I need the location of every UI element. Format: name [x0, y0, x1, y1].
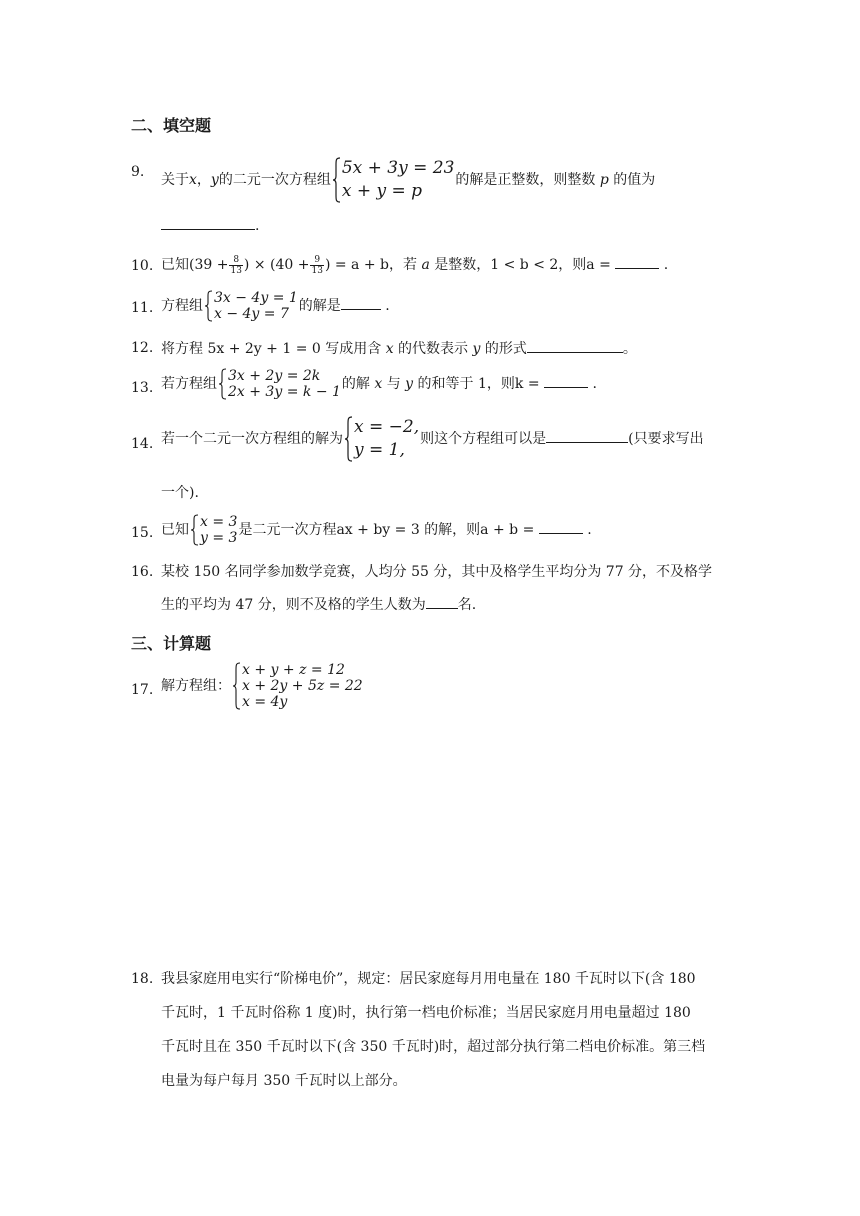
text: 的和等于 1，则k = — [417, 376, 540, 392]
text: 的解是正整数，则整数 — [455, 172, 596, 188]
question-15 — [131, 514, 731, 548]
text: 生的平均为 47 分，则不及格的学生人数为 — [161, 597, 426, 613]
text: 若方程组 — [161, 376, 217, 392]
text: 的二元一次方程组 — [218, 172, 331, 188]
question-text — [161, 254, 668, 276]
text: 的解 — [341, 376, 370, 392]
text: 则这个方程组可以是 — [420, 431, 547, 447]
question-16-continuation — [161, 594, 476, 615]
text: ) × (40 + — [243, 257, 310, 273]
text: . — [592, 376, 597, 392]
equation-3: x = 4y — [242, 694, 288, 710]
equation-2: x − 4y = 7 — [214, 306, 289, 322]
question-text — [161, 157, 655, 203]
question-18-line-4: 电量为每户每月 350 千瓦时以上部分。 — [161, 1073, 407, 1089]
equation-1: x = 3 — [200, 514, 238, 530]
question-11 — [131, 290, 731, 324]
answer-blank[interactable] — [615, 254, 659, 269]
question-number: 13. — [131, 380, 154, 396]
text: . — [255, 218, 260, 234]
question-text — [161, 662, 364, 710]
answer-blank[interactable] — [539, 519, 583, 534]
text: 的解是 — [298, 298, 341, 314]
left-brace-icon — [344, 416, 353, 462]
text: 与 — [386, 376, 401, 392]
equation-system — [218, 368, 341, 400]
left-brace-icon — [232, 662, 241, 710]
section-heading-fill: 二、填空题 — [131, 116, 212, 135]
answer-blank[interactable] — [161, 215, 255, 230]
fraction — [310, 255, 323, 276]
text: 已知(39 + — [161, 257, 229, 273]
equation-2: y = 1, — [354, 440, 405, 460]
var-y: y — [210, 172, 219, 188]
equation-1: x = −2, — [354, 417, 420, 437]
equation-2: 2x + 3y = k − 1 — [228, 384, 341, 400]
text: 名. — [457, 597, 477, 613]
answer-blank[interactable] — [426, 594, 458, 609]
question-14 — [131, 416, 731, 468]
equation-system — [344, 416, 419, 462]
text: 的代数表示 — [398, 341, 469, 357]
question-number: 14. — [131, 436, 154, 452]
text: 关于 — [161, 172, 189, 188]
text: 已知 — [161, 522, 189, 538]
equation-1: 3x − 4y = 1 — [214, 290, 298, 306]
question-text — [161, 416, 704, 462]
text: ， — [196, 172, 211, 188]
text: 解方程组： — [161, 678, 231, 694]
equation-1: 3x + 2y = 2k — [228, 368, 321, 384]
var-x: x — [189, 172, 197, 188]
equation-1: x + y + z = 12 — [242, 662, 345, 678]
left-brace-icon — [218, 368, 227, 400]
left-brace-icon — [190, 514, 199, 546]
denominator: 13 — [230, 265, 242, 276]
equation-2: x + 2y + 5z = 22 — [242, 678, 363, 694]
text: 是整数，1 < b < 2，则a = — [434, 257, 611, 273]
text: 。 — [622, 341, 637, 357]
question-number: 17. — [131, 682, 154, 698]
text: 的形式 — [484, 341, 527, 357]
question-text — [161, 338, 637, 359]
question-18-line-3: 千瓦时且在 350 千瓦时以下(含 350 千瓦时)时，超过部分执行第二档电价标准。第三档 — [161, 1039, 706, 1055]
fraction — [229, 255, 242, 276]
question-17 — [131, 662, 731, 714]
numerator: 9 — [310, 255, 323, 266]
equation-2: y = 3 — [200, 530, 238, 546]
text: 将方程 5x + 2y + 1 = 0 写成用含 — [161, 341, 382, 357]
equation-system — [332, 157, 455, 203]
left-brace-icon — [204, 290, 213, 322]
question-number: 18. — [131, 971, 154, 987]
equation-2: x + y = p — [341, 181, 423, 201]
equation-system — [190, 514, 237, 546]
answer-blank[interactable] — [546, 428, 628, 443]
question-18 — [131, 969, 731, 989]
answer-blank[interactable] — [341, 295, 381, 310]
question-text — [161, 514, 592, 546]
question-text — [161, 368, 597, 400]
question-18-line-2: 千瓦时，1 千瓦时俗称 1 度)时，执行第一档电价标准；当居民家庭月用电量超过 180 — [161, 1005, 691, 1021]
equation-system — [232, 662, 363, 710]
text: (只要求写出 — [628, 431, 704, 447]
var-a: a — [421, 257, 430, 273]
question-text: 某校 150 名同学参加数学竞赛，人均分 55 分，其中及格学生平均分为 77 分，不及格学 — [161, 564, 713, 580]
question-number: 9. — [131, 164, 145, 180]
question-13 — [131, 368, 731, 402]
var-x: x — [385, 341, 394, 357]
question-number: 15. — [131, 525, 154, 541]
question-number: 16. — [131, 564, 154, 580]
var-x: x — [374, 376, 383, 392]
text: . — [663, 257, 669, 273]
question-9-answer-line — [161, 215, 259, 236]
text: . — [587, 522, 592, 538]
left-brace-icon — [332, 157, 341, 203]
question-10 — [131, 254, 731, 278]
question-9 — [131, 157, 731, 201]
text: 的值为 — [613, 172, 656, 188]
text: 方程组 — [161, 298, 203, 314]
question-number: 11. — [131, 300, 154, 316]
text: . — [385, 298, 390, 314]
text: 若一个二元一次方程组的解为 — [161, 431, 343, 447]
equation-system — [204, 290, 298, 322]
answer-blank[interactable] — [544, 373, 588, 388]
section-heading-calc: 三、计算题 — [131, 634, 212, 653]
question-text — [161, 290, 390, 322]
denominator: 13 — [311, 265, 323, 276]
equation-1: 5x + 3y = 23 — [341, 158, 455, 178]
text: 是二元一次方程ax + by = 3 的解，则a + b = — [238, 522, 535, 538]
var-y: y — [472, 341, 481, 357]
question-12 — [131, 338, 731, 358]
numerator: 8 — [229, 255, 242, 266]
question-14-continuation: 一个). — [161, 485, 199, 501]
question-text: 我县家庭用电实行“阶梯电价”，规定：居民家庭每月用电量在 180 千瓦时以下(含 180 — [161, 971, 696, 987]
text: ) = a + b，若 — [324, 257, 417, 273]
question-number: 12. — [131, 340, 154, 356]
var-p: p — [599, 172, 609, 188]
var-y: y — [405, 376, 414, 392]
answer-blank[interactable] — [527, 338, 623, 353]
question-number: 10. — [131, 258, 154, 274]
question-16 — [131, 562, 731, 582]
